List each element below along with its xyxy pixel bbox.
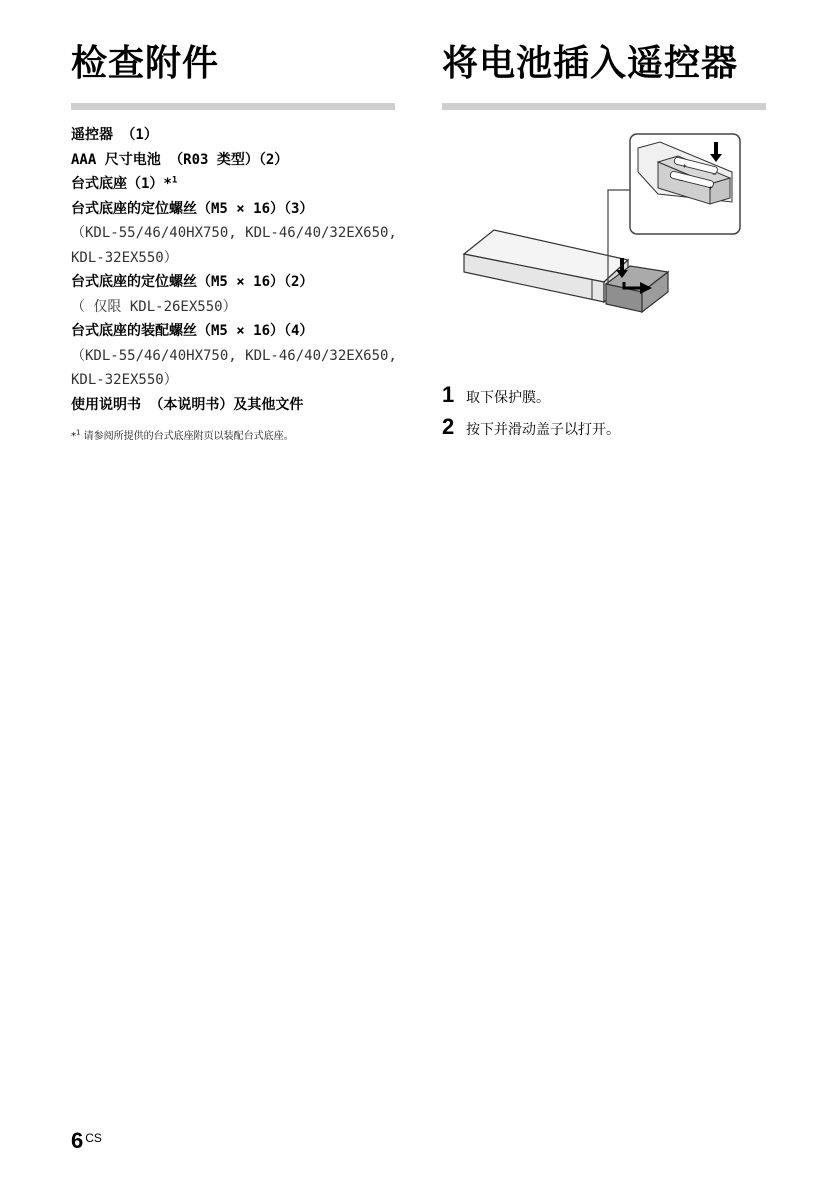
title-rule xyxy=(71,103,395,110)
footnote-ref: 1 xyxy=(171,175,178,186)
steps-list xyxy=(442,382,766,446)
remote-control-drawing xyxy=(442,132,766,344)
accessories-title: 检查附件 xyxy=(71,43,220,84)
step-text: 取下保护膜。 xyxy=(466,390,550,406)
svg-text:+: + xyxy=(682,163,688,170)
item-models-note: （KDL-55/46/40HX750, KDL-46/40/32EX650, xyxy=(71,347,397,364)
item-models-note: KDL-32EX550） xyxy=(71,249,178,266)
step-number: 1 xyxy=(442,382,455,407)
battery-column xyxy=(442,40,766,446)
item-models-note: （KDL-55/46/40HX750, KDL-46/40/32EX650, xyxy=(71,225,397,241)
item-fixing-screws-2: 台式底座的定位螺丝（M5 × 16）（2） xyxy=(71,274,314,290)
step-1 xyxy=(442,382,766,414)
item-remote: 遥控器 （1） xyxy=(71,127,158,143)
title-rule xyxy=(442,103,766,110)
footnote: *$^1$ 请参阅所提供的台式底座附页以装配台式底座。 xyxy=(71,428,294,442)
accessories-list xyxy=(71,123,395,417)
page-number: 6 $^{CS}$ xyxy=(71,1128,102,1153)
item-table-top-stand: 台式底座（1）*$^1$ xyxy=(71,175,178,192)
item-models-note: KDL-32EX550） xyxy=(71,372,178,388)
svg-text:+: + xyxy=(708,185,714,192)
step-number: 2 xyxy=(442,414,455,439)
step-2 xyxy=(442,414,766,446)
item-operating-instructions: 使用说明书 （本说明书）及其他文件 xyxy=(71,396,304,413)
remote-battery-illustration xyxy=(442,132,766,344)
battery-title: 将电池插入遥控器 xyxy=(442,43,739,84)
step-text: 按下并滑动盖子以打开。 xyxy=(466,422,620,438)
item-fixing-screws-3: 台式底座的定位螺丝（M5 × 16）（3） xyxy=(71,200,314,217)
item-models-note: （ 仅限 KDL-26EX550） xyxy=(71,298,237,315)
item-batteries: AAA 尺寸电池 （R03 类型）（2） xyxy=(71,151,289,168)
svg-text:−: − xyxy=(712,171,718,178)
item-assembly-screws: 台式底座的装配螺丝（M5 × 16）（4） xyxy=(71,323,314,339)
accessories-column xyxy=(71,40,395,442)
svg-text:−: − xyxy=(678,177,684,184)
